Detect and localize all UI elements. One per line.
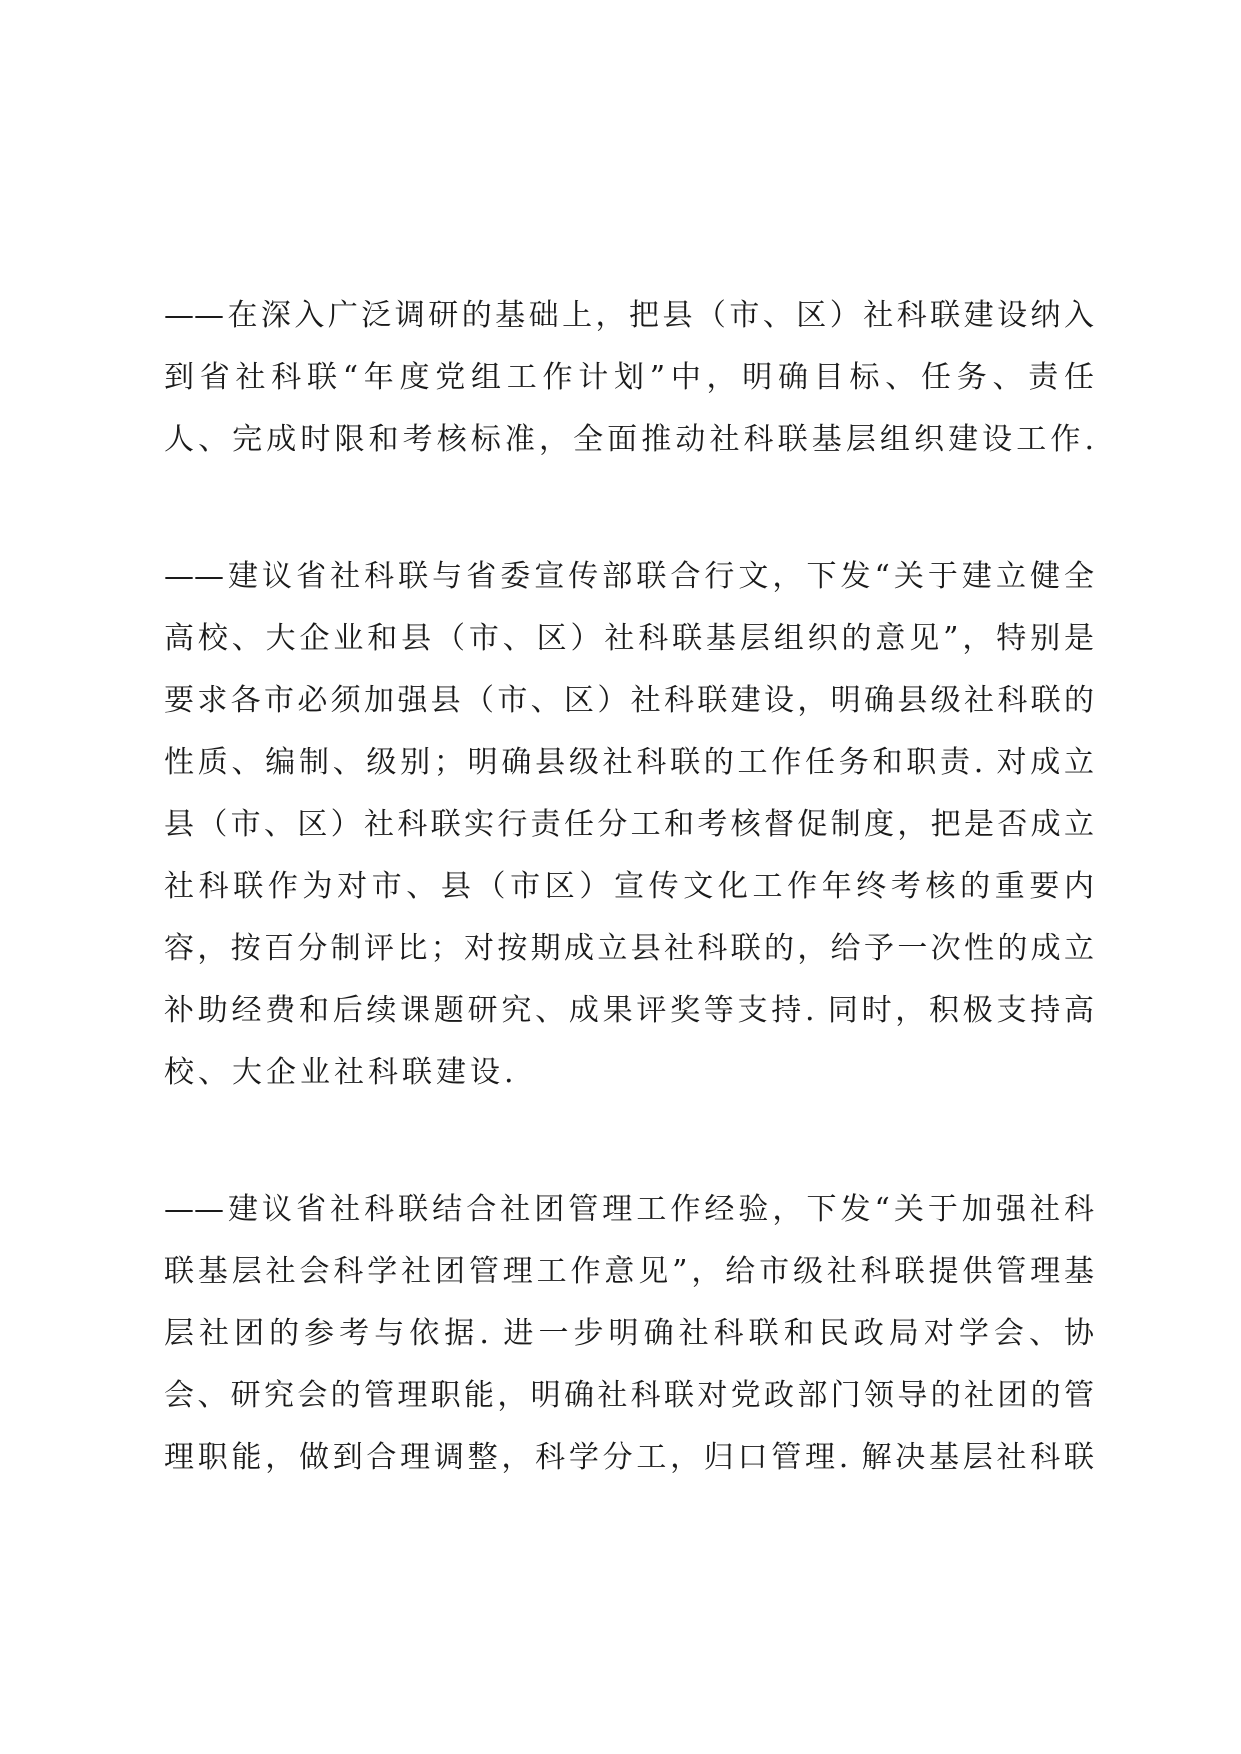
- text-line: ——建议省社科联与省委宣传部联合行文，下发“关于建立健全: [164, 559, 1094, 594]
- text-line: 补助经费和后续课题研究、成果评奖等支持. 同时，积极支持高: [164, 993, 1094, 1028]
- paragraph-joint-document-proposal: [164, 546, 1094, 1104]
- paragraph-county-federation-plan: [164, 285, 1094, 471]
- text-line: 高校、大企业和县（市、区）社科联基层组织的意见”，特别是: [164, 621, 1094, 656]
- text-line: 社科联作为对市、县（市区）宣传文化工作年终考核的重要内: [164, 869, 1094, 904]
- text-line: 要求各市必须加强县（市、区）社科联建设，明确县级社科联的: [164, 683, 1094, 718]
- text-line: 人、完成时限和考核标准，全面推动社科联基层组织建设工作.: [164, 422, 1094, 457]
- text-line: ——在深入广泛调研的基础上，把县（市、区）社科联建设纳入: [164, 298, 1094, 333]
- text-line: 性质、编制、级别；明确县级社科联的工作任务和职责. 对成立: [164, 745, 1094, 780]
- text-line: 会、研究会的管理职能，明确社科联对党政部门领导的社团的管: [164, 1378, 1094, 1413]
- paragraph-society-management-proposal: [164, 1179, 1094, 1489]
- text-line: ——建议省社科联结合社团管理工作经验，下发“关于加强社科: [164, 1192, 1094, 1227]
- text-line: 校、大企业社科联建设.: [164, 1055, 518, 1090]
- text-line: 县（市、区）社科联实行责任分工和考核督促制度，把是否成立: [164, 807, 1094, 842]
- text-line: 容，按百分制评比；对按期成立县社科联的，给予一次性的成立: [164, 931, 1094, 966]
- text-line: 联基层社会科学社团管理工作意见”，给市级社科联提供管理基: [164, 1254, 1094, 1289]
- text-line: 到省社科联“年度党组工作计划”中，明确目标、任务、责任: [164, 360, 1094, 395]
- text-line: 理职能，做到合理调整，科学分工，归口管理. 解决基层社科联: [164, 1440, 1094, 1475]
- text-line: 层社团的参考与依据. 进一步明确社科联和民政局对学会、协: [164, 1316, 1094, 1351]
